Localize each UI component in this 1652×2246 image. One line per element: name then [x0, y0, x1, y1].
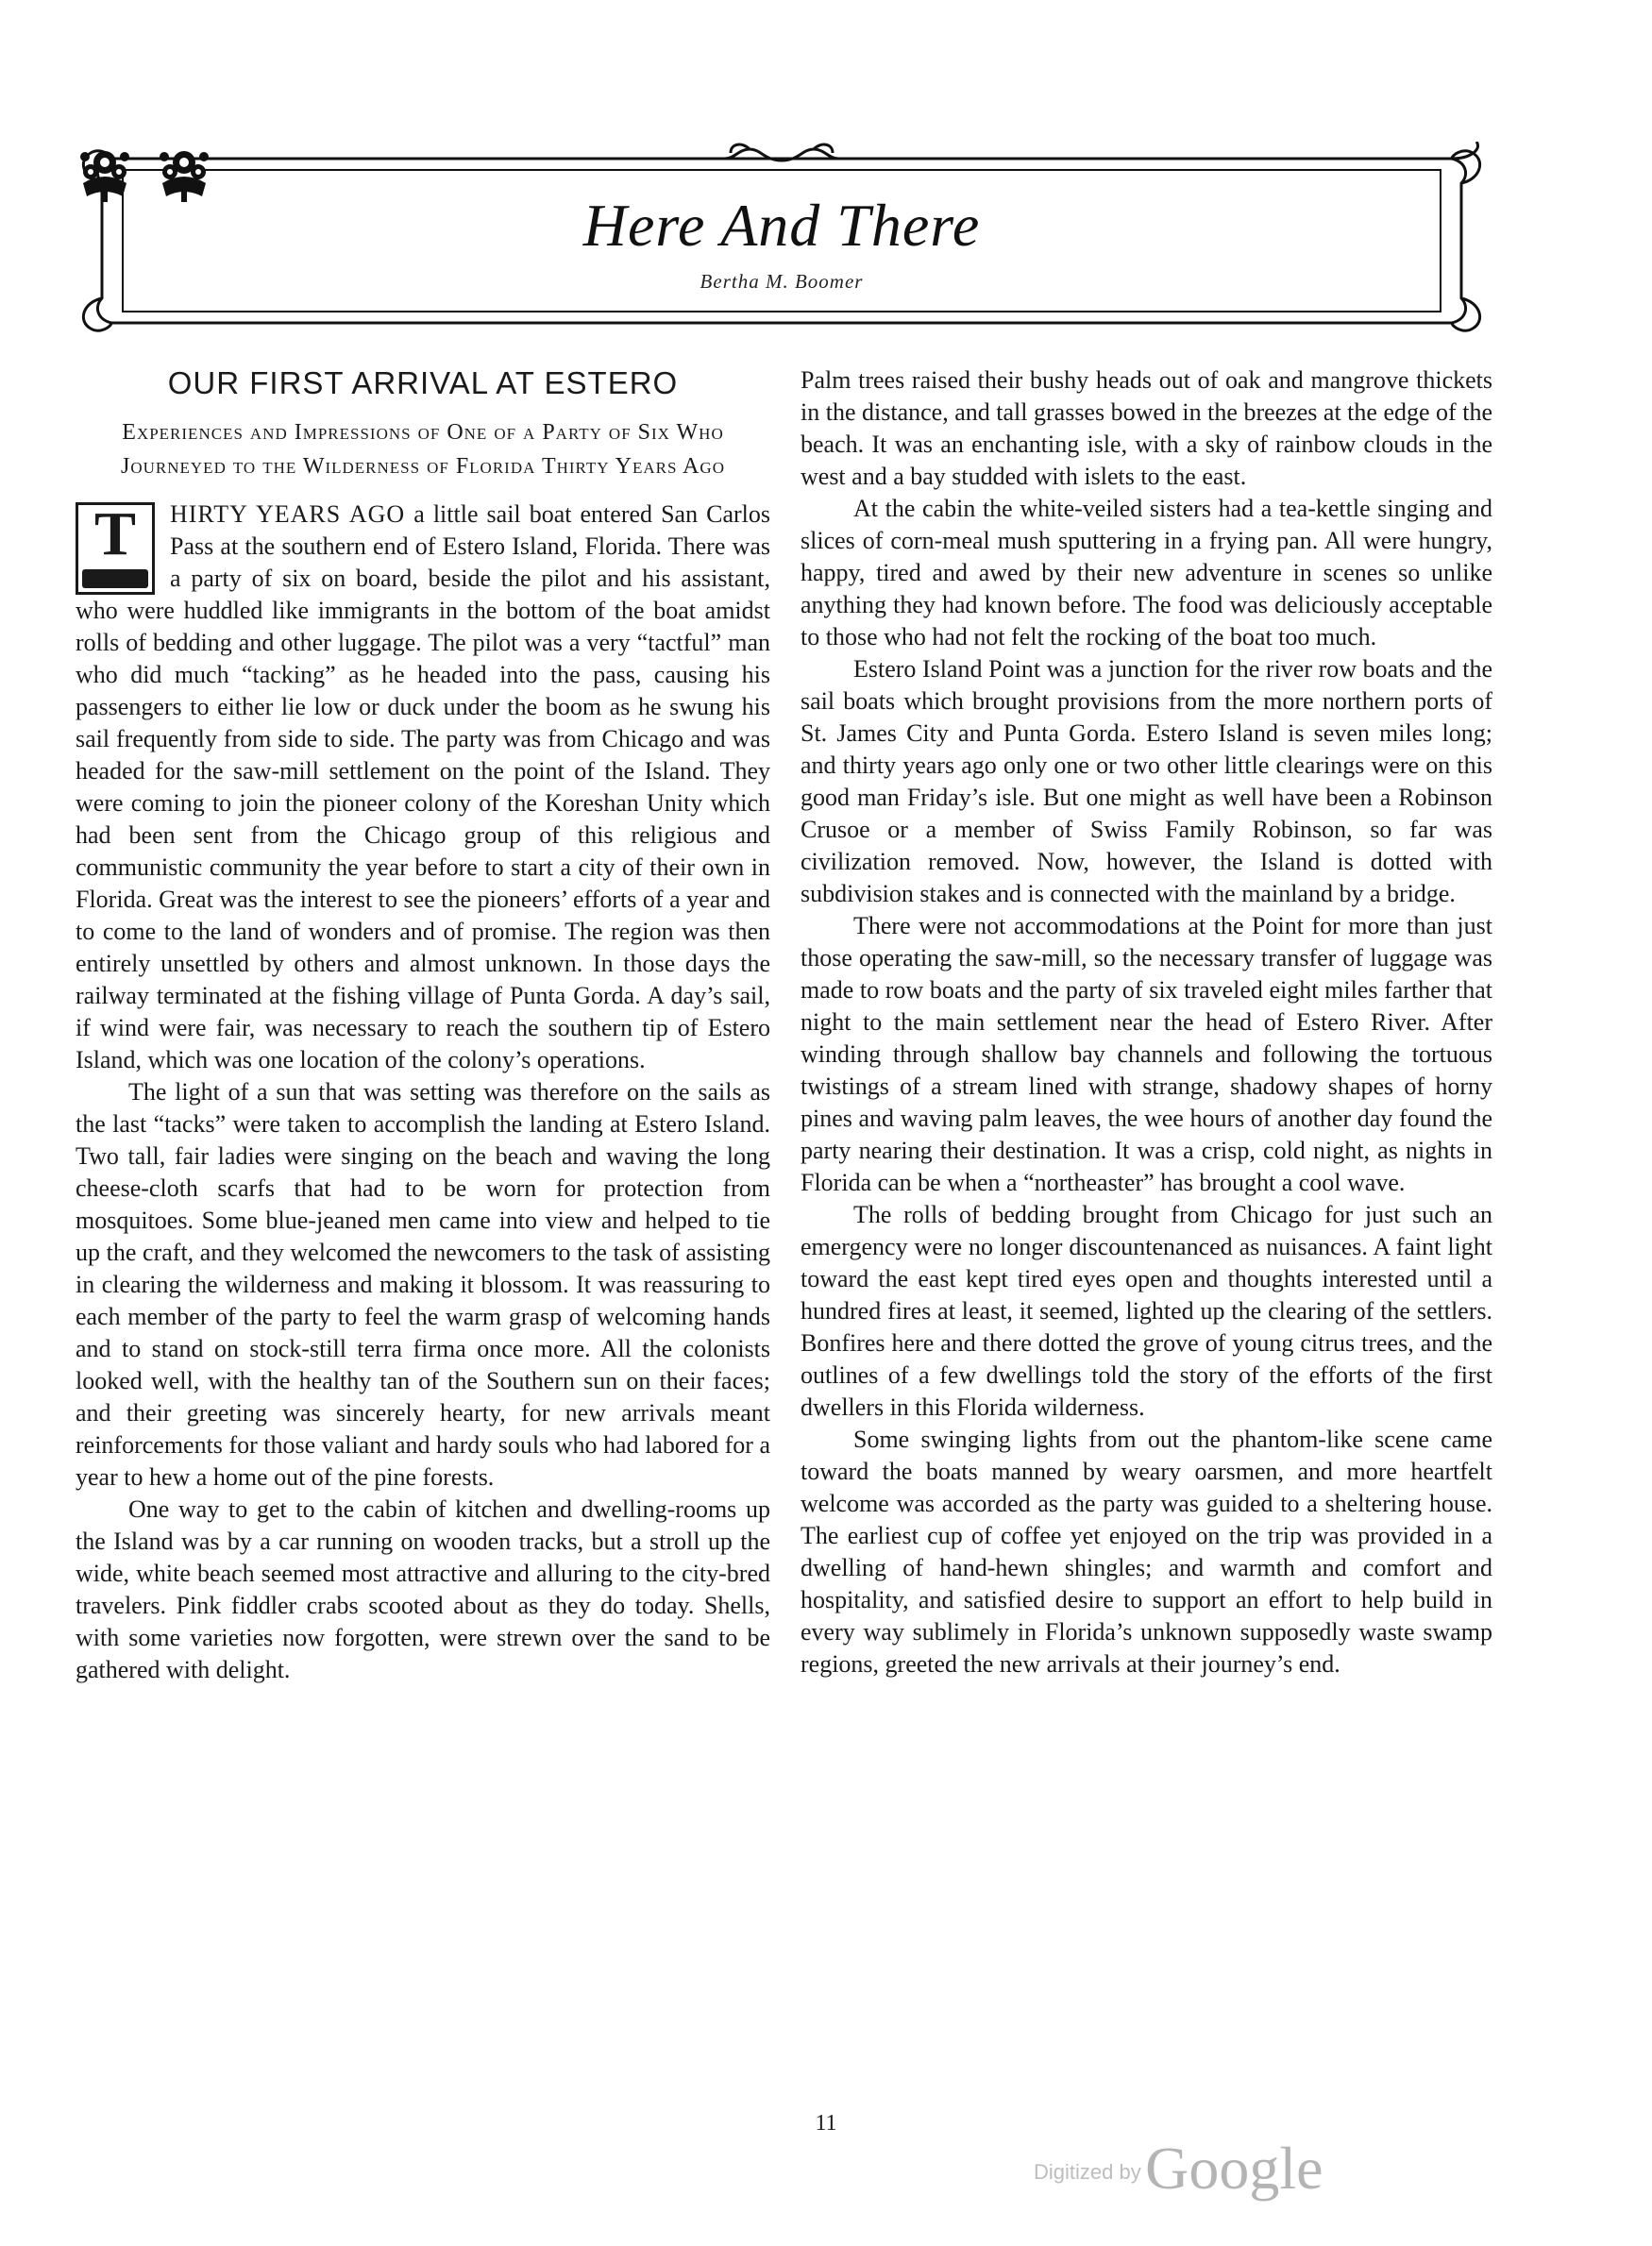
drop-cap — [76, 499, 155, 595]
article-paragraph: The rolls of bedding brought from Chicago for just such an emergency were no longer discountenanced as nuisances. A faint light toward the east kept tired eyes open and thoughts interested until a hundred fires at least, it seemed, lighted up the clearing of the settlers. Bonfires here and there dotted the grove of young citrus trees, and the outlines of a few dwellings told the story of the efforts of the first dwellers in this Florida wilderness. — [801, 1201, 1492, 1421]
digitized-watermark — [1034, 2134, 1323, 2204]
page-number: 11 — [815, 2111, 837, 2136]
right-column — [801, 364, 1492, 1680]
drop-cap-ornament-icon — [82, 569, 148, 588]
article-paragraph — [76, 498, 770, 1076]
article-title: OUR FIRST ARRIVAL AT ESTERO — [167, 365, 679, 400]
left-column — [76, 364, 770, 1686]
paragraph-text: a little sail boat entered San Carlos Pass at the southern end of Estero Island, Florida. There was a party of six on board, beside the pilot and his assistant, who were huddled like immigrants in the bottom of the boat amidst rolls of bedding and other luggage. The pilot was a very “tactful” man who did much “tacking” as he headed into the pass, causing his passengers to either lie low or duck under the boom as he swung his sail frequently from side to side. The party was from Chicago and was headed for the saw-mill settlement on the point of the Island. They were coming to join the pioneer colony of the Koreshan Unity which had been sent from the Chicago group of this religious and communistic community the year before to start a city of their own in Florida. Great was the interest to see the pioneers’ efforts of a year and to come to the land of wonders and of promise. The region was then entirely unsettled by others and almost unknown. In those days the railway terminated at the fishing village of Punta Gorda. A day’s sail, if wind were fair, was necessary to reach the southern tip of Estero Island, which was one location of the colony’s operations. — [76, 500, 771, 1073]
article-paragraph: At the cabin the white-veiled sisters had a tea-kettle singing and slices of corn-meal mush sputtering in a frying pan. All were hungry, happy, tired and awed by their new adventure in scenes so unlike anything they had known before. The food was deliciously acceptable to those who had not felt the rocking of the boat too much. — [801, 495, 1492, 650]
article-paragraph: Palm trees raised their bushy heads out of oak and mangrove thickets in the distance, and tall grasses bowed in the breezes at the edge of the beach. It was an enchanting isle, with a sky of rainbow clouds in the west and a bay studded with islets to the east. — [801, 366, 1492, 490]
google-logo: Google — [1145, 2135, 1323, 2202]
article-subtitle: Experiences and Impressions of One of a Party of Six Who Journeyed to the Wilderness of Florida Thirty Years Ago — [121, 420, 725, 479]
article-paragraph: One way to get to the cabin of kitchen and dwelling-rooms up the Island was by a car running on wooden tracks, but a stroll up the wide, white beach seemed most attractive and alluring to the city-bred travelers. Pink fiddler crabs scooted about as they do today. Shells, with some varieties now forgotten, were strewn over the sand to be gathered with delight. — [76, 1495, 770, 1683]
header-banner — [74, 142, 1490, 340]
article-paragraph: There were not accommodations at the Point for more than just those operating the saw-mill, so the necessary transfer of luggage was made to row boats and the party of six traveled eight miles farther that night to the main settlement near the head of Estero River. After winding through shallow bay channels and following the tortuous twistings of a stream lined with strange, shadowy shapes of horny pines and waving palm leaves, the wee hours of another day found the party nearing their destination. It was a crisp, cold night, as nights in Florida can be when a “northeaster” has brought a cool wave. — [801, 912, 1492, 1196]
section-title: Here And There — [582, 192, 981, 259]
article-paragraph: The light of a sun that was setting was therefore on the sails as the last “tacks” were taken to accomplish the landing at Estero Island. Two tall, fair ladies were singing on the beach and waving the long cheese-cloth scarfs that had to be worn for protection from mosquitoes. Some blue-jeaned men came into view and helped to tie up the craft, and they welcomed the newcomers to the task of assisting in clearing the wilderness and making it blossom. It was reassuring to each member of the party to feel the warm grasp of welcoming hands and to stand on stock-still terra firma once more. All the colonists looked well, with the healthy tan of the Southern sun on their faces; and their greeting was sincerely hearty, for new arrivals meant reinforcements for those valiant and hardy souls who had labored for a year to hew a home out of the pine forests. — [76, 1078, 770, 1491]
article-paragraph: Some swinging lights from out the phantom-like scene came toward the boats manned by weary oarsmen, and more heartfelt welcome was accorded as the party was guided to a sheltering house. The earliest cup of coffee yet enjoyed on the trip was provided in a dwelling of hand-hewn shingles; and warmth and comfort and hospitality, and satisfied desire to support an effort to help build in every way sublimely in Florida’s unknown supposedly waste swamp regions, greeted the new arrivals at their journey’s end. — [801, 1426, 1492, 1678]
article-paragraph: Estero Island Point was a junction for the river row boats and the sail boats which brought provisions from the more northern ports of St. James City and Punta Gorda. Estero Island is seven miles long; and thirty years ago only one or two other little clearings were on this good man Friday’s isle. But one might as well have been a Robinson Crusoe or a member of Swiss Family Robinson, so far was civilization removed. Now, however, the Island is dotted with subdivision stakes and is connected with the mainland by a bridge. — [801, 655, 1492, 907]
author-byline: Bertha M. Boomer — [700, 270, 864, 293]
drop-cap-letter: T — [93, 499, 137, 568]
watermark-prefix: Digitized by — [1034, 2160, 1141, 2184]
lead-caps: HIRTY YEARS AGO — [170, 500, 406, 528]
